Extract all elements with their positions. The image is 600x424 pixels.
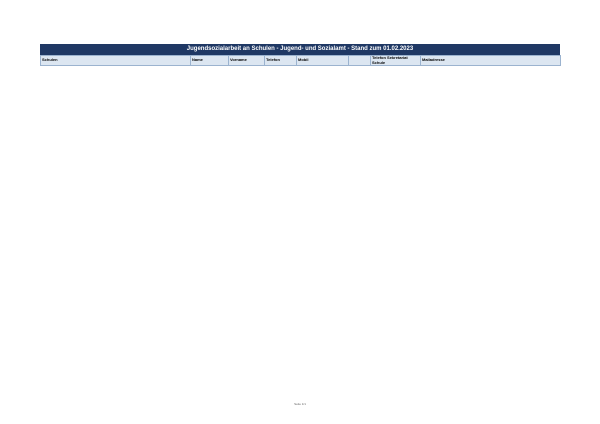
header-telefon-sekretariat: Telefon Sekretariat Schule	[371, 56, 421, 66]
header-mailadresse: Mailadresse	[421, 56, 561, 66]
header-schule: Schulen	[41, 56, 191, 66]
contact-table	[40, 55, 561, 66]
sheet-title: Jugendsozialarbeit an Schulen - Jugend- und Sozialamt - Stand zum 01.02.2023	[40, 44, 560, 55]
header-name: Name	[191, 56, 229, 66]
header-blank	[349, 56, 371, 66]
header-telefon: Telefon	[265, 56, 297, 66]
header-vorname: Vorname	[229, 56, 265, 66]
header-mobil: Mobil	[297, 56, 349, 66]
page-footer: Seite 1/1	[294, 402, 306, 406]
table-header-row	[41, 56, 561, 66]
spreadsheet	[40, 44, 560, 66]
